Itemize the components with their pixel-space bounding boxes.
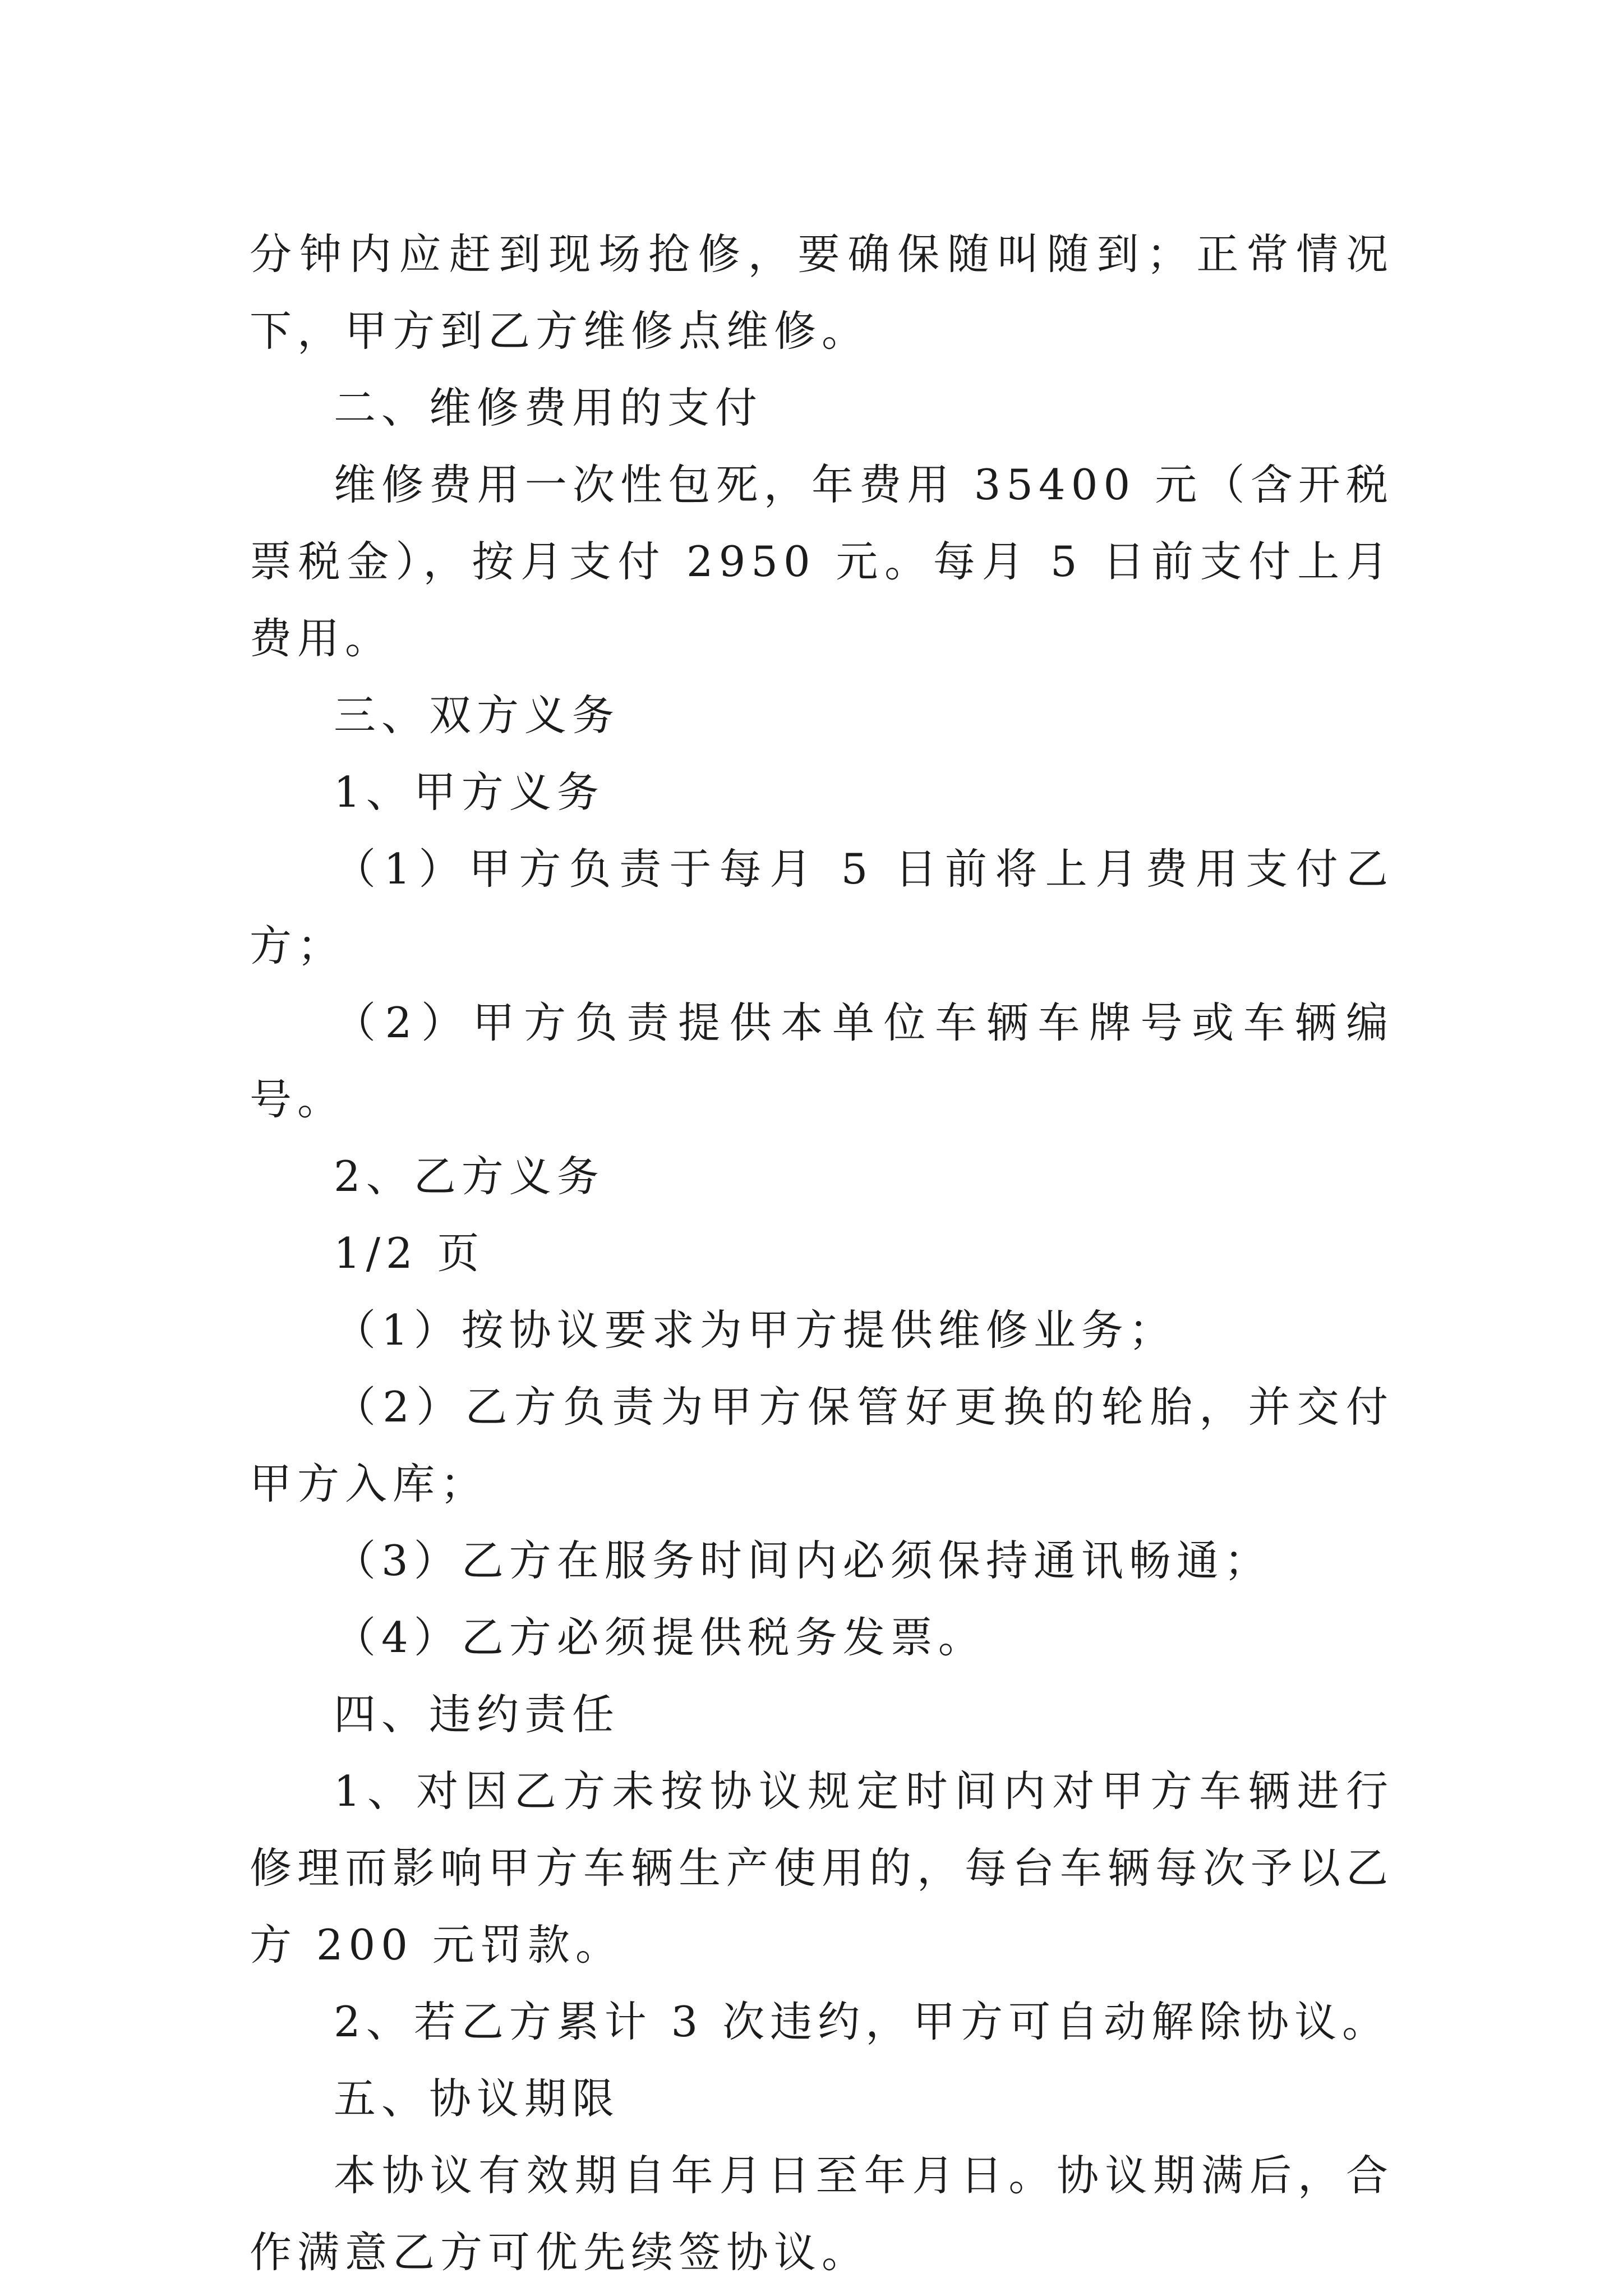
list-item-party-a-1: （1）甲方负责于每月 5 日前将上月费用支付乙方； (250, 844, 1394, 970)
list-item-party-b-4: （4）乙方必须提供税务发票。 (334, 1613, 986, 1662)
paragraph-breach-1: 1、对因乙方未按协议规定时间内对甲方车辆进行修理而影响甲方车辆生产使用的，每台车辆每次予以乙方 200 元罚款。 (250, 1766, 1394, 1970)
section-heading-breach: 四、违约责任 (334, 1690, 620, 1739)
section-heading-fee-payment: 二、维修费用的支付 (334, 383, 763, 432)
list-item-party-b-3: （3）乙方在服务时间内必须保持通讯畅通； (334, 1536, 1272, 1585)
page-number: 1/2 页 (334, 1228, 485, 1278)
list-item-party-a-2: （2）甲方负责提供本单位车辆车牌号或车辆编号。 (250, 998, 1394, 1124)
document-body (250, 216, 1394, 2291)
subheading-party-b-obligations: 2、乙方义务 (334, 1152, 605, 1201)
list-item-party-b-2: （2）乙方负责为甲方保管好更换的轮胎，并交付甲方入库； (250, 1382, 1394, 1508)
paragraph-breach-2: 2、若乙方累计 3 次违约，甲方可自动解除协议。 (334, 1997, 1390, 2046)
subheading-party-a-obligations: 1、甲方义务 (334, 767, 605, 817)
list-item-party-b-1: （1）按协议要求为甲方提供维修业务； (334, 1305, 1177, 1355)
paragraph-repair-response: 分钟内应赶到现场抢修，要确保随叫随到；正常情况下，甲方到乙方维修点维修。 (250, 229, 1394, 356)
paragraph-fee-terms: 维修费用一次性包死，年费用 35400 元（含开税票税金），按月支付 2950 元。每月 5 日前支付上月费用。 (250, 460, 1394, 663)
paragraph-term: 本协议有效期自年月日至年月日。协议期满后，合作满意乙方可优先续签协议。 (250, 2151, 1394, 2277)
section-heading-obligations: 三、双方义务 (334, 691, 620, 740)
section-heading-term: 五、协议期限 (334, 2074, 620, 2123)
